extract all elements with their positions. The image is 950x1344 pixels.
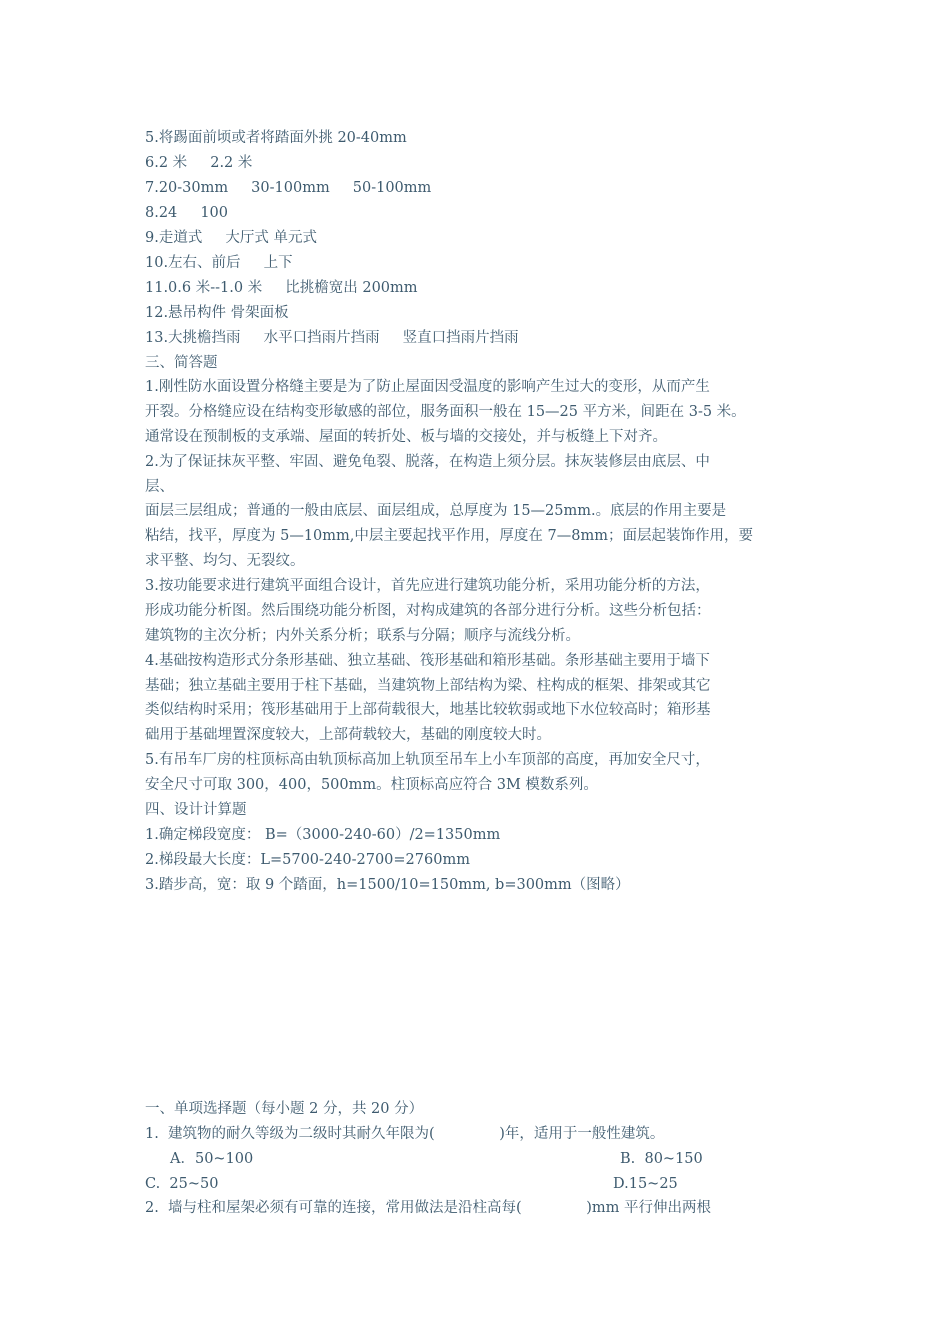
text-line: 粘结，找平，厚度为 5—10mm,中层主要起找平作用，厚度在 7—8mm；面层起装饰作用，要 (145, 528, 753, 544)
answer-11: 11.0.6 米--1.0 米 比挑檐宽出 200mm (145, 280, 418, 296)
option-c: C. 25~50 (145, 1176, 219, 1192)
text-line: 类似结构时采用；筏形基础用于上部荷载很大，地基比较软弱或地下水位较高时；箱形基 (145, 702, 711, 718)
answer-8: 8.24 100 (145, 205, 229, 221)
text-line: 5.有吊车厂房的柱顶标高由轨顶标高加上轨顶至吊车上小车顶部的高度，再加安全尺寸， (145, 752, 710, 768)
text-line: 3.按功能要求进行建筑平面组合设计，首先应进行建筑功能分析，采用功能分析的方法， (145, 578, 710, 594)
text-line: 1.确定梯段宽度： B=（3000-240-60）/2=1350mm (145, 827, 501, 843)
text-line: 面层三层组成；普通的一般由底层、面层组成，总厚度为 15—25mm.。底层的作用主要是 (145, 503, 727, 519)
answer-13: 13.大挑檐挡雨 水平口挡雨片挡雨 竖直口挡雨片挡雨 (145, 330, 519, 346)
answer-9: 9.走道式 大厅式 单元式 (145, 230, 317, 246)
section-heading: 三、简答题 (145, 355, 218, 371)
text-line: 求平整、均匀、无裂纹。 (145, 553, 305, 569)
section-heading: 四、设计计算题 (145, 802, 247, 818)
text-line: 基础；独立基础主要用于柱下基础，当建筑物上部结构为梁、柱构成的框架、排架或其它 (145, 678, 711, 694)
option-a: A．50~100 (170, 1151, 254, 1167)
answer-12: 12.悬吊构件 骨架面板 (145, 305, 289, 321)
text-line: 3.踏步高，宽：取 9 个踏面，h=1500/10=150mm, b=300mm（图略） (145, 877, 630, 893)
text-line: 4.基础按构造形式分条形基础、独立基础、筏形基础和箱形基础。条形基础主要用于墙下 (145, 653, 710, 669)
text-line: 层、 (145, 479, 174, 495)
text-line: 开裂。分格缝应设在结构变形敏感的部位，服务面积一般在 15—25 平方米，间距在 3-5 米。 (145, 404, 746, 420)
text-line: 2.为了保证抹灰平整、牢固、避免龟裂、脱落，在构造上须分层。抹灰装修层由底层、中 (145, 454, 710, 470)
question-1: 1. 建筑物的耐久等级为二级时其耐久年限为( )年，适用于一般性建筑。 (145, 1126, 665, 1142)
answer-10: 10.左右、前后 上下 (145, 255, 293, 271)
option-b: B. 80~150 (620, 1151, 703, 1167)
question-2: 2. 墙与柱和屋架必须有可靠的连接，常用做法是沿柱高每( )mm 平行伸出两根 (145, 1200, 711, 1216)
answer-6: 6.2 米 2.2 米 (145, 155, 253, 171)
option-d: D.15~25 (613, 1176, 678, 1192)
text-line: 建筑物的主次分析；内外关系分析；联系与分隔；顺序与流线分析。 (145, 628, 580, 644)
text-line: 础用于基础埋置深度较大，上部荷载较大，基础的刚度较大时。 (145, 727, 551, 743)
text-line: 2.梯段最大长度：L=5700-240-2700=2760mm (145, 852, 470, 868)
text-line: 1.刚性防水面设置分格缝主要是为了防止屋面因受温度的影响产生过大的变形，从而产生 (145, 379, 710, 395)
answer-5: 5.将踢面前顷或者将踏面外挑 20-40mm (145, 130, 407, 146)
text-line: 通常设在预制板的支承端、屋面的转折处、板与墙的交接处，并与板缝上下对齐。 (145, 429, 667, 445)
answer-7: 7.20-30mm 30-100mm 50-100mm (145, 180, 432, 196)
section-heading: 一、单项选择题（每小题 2 分，共 20 分） (145, 1101, 424, 1117)
text-line: 安全尺寸可取 300，400，500mm。柱顶标高应符合 3M 模数系列。 (145, 777, 598, 793)
text-line: 形成功能分析图。然后围绕功能分析图，对构成建筑的各部分进行分析。这些分析包括： (145, 603, 711, 619)
